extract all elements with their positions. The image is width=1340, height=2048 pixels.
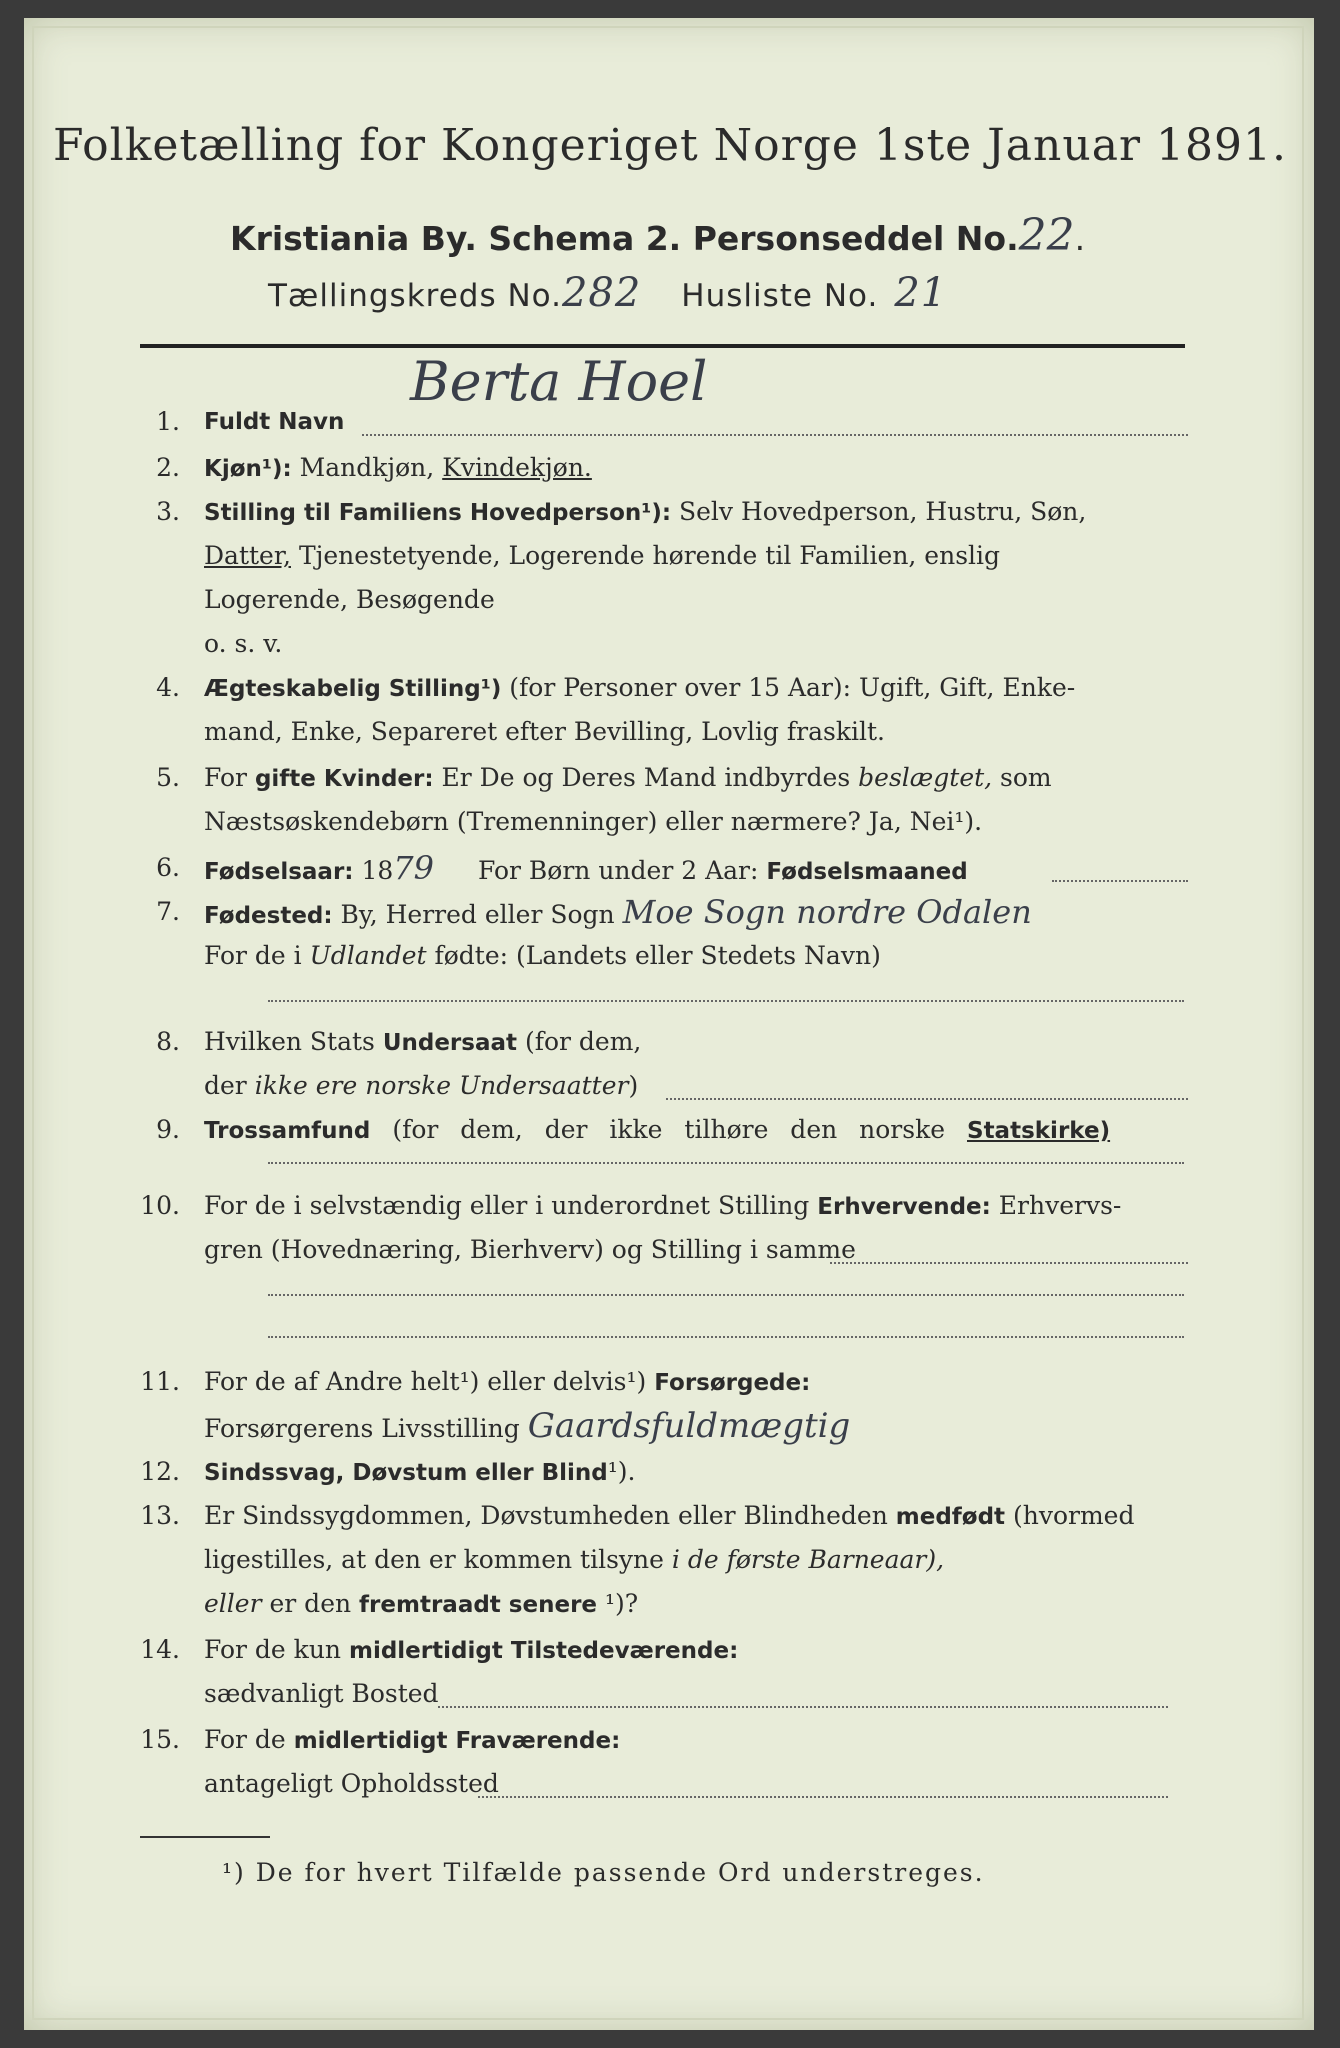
item-number: 6. (156, 853, 180, 882)
item-label: Undersaat (382, 1030, 517, 1056)
item-label: medfødt (895, 1504, 1006, 1530)
husliste-label: Husliste No. (681, 278, 879, 314)
item-number: 13. (140, 1501, 180, 1530)
form-subtitle: Kristiania By. Schema 2. Personseddel No.22. (230, 210, 1086, 261)
item-number: 3. (156, 497, 180, 526)
selected-option: Statskirke) (967, 1118, 1111, 1144)
item-label: Stilling til Familiens Hovedperson¹): (204, 500, 672, 526)
item-number: 5. (156, 763, 180, 792)
item-number: 8. (156, 1027, 180, 1056)
item-number: 7. (156, 897, 180, 926)
footnote-rule (140, 1836, 270, 1838)
item-label: midlertidigt Fraværende: (293, 1728, 621, 1754)
district-prefix: Tællingskreds No. (268, 278, 562, 314)
item-label: Ægteskabelig Stilling¹) (204, 676, 502, 702)
item-number: 1. (156, 407, 180, 436)
item-label: Fødselsaar: (204, 859, 354, 885)
item-label: gifte Kvinder: (254, 766, 434, 792)
supporter-occupation-value: Gaardsfuldmægtig (527, 1406, 851, 1446)
fill-line (362, 434, 1188, 436)
subtitle-prefix: Kristiania By. Schema 2. Personseddel No. (230, 219, 1019, 258)
selected-option: Datter, (204, 541, 291, 570)
item-label: Fødested: (204, 903, 333, 929)
birthplace-value: Moe Sogn nordre Odalen (622, 893, 1032, 931)
item-number: 14. (140, 1635, 180, 1664)
item-label: Fuldt Navn (204, 409, 345, 435)
item-number: 10. (140, 1191, 180, 1220)
item-label: midlertidigt Tilstedeværende: (348, 1638, 739, 1664)
item-number: 2. (156, 453, 180, 482)
footnote: ¹) De for hvert Tilfælde passende Ord understreges. (222, 1858, 985, 1887)
personseddel-number: 22 (1018, 210, 1075, 261)
selected-option: Kvindekjøn. (442, 453, 592, 482)
header-rule (140, 344, 1185, 348)
form-district-line (268, 270, 947, 316)
item-label: Forsørgede: (654, 1370, 811, 1396)
item-number: 15. (140, 1725, 180, 1754)
item-number: 4. (156, 673, 180, 702)
item-number: 12. (140, 1457, 180, 1486)
full-name-value: Berta Hoel (410, 350, 708, 413)
birth-year-value: 79 (393, 849, 434, 887)
item-label: Erhvervende: (817, 1194, 991, 1220)
form-title: Folketælling for Kongeriget Norge 1ste Januar 1891. (53, 120, 1287, 171)
item-label: Sindssvag, Døvstum eller Blind (204, 1460, 608, 1486)
item-label: Trossamfund (204, 1118, 371, 1144)
taellingskreds-number: 282 (561, 270, 642, 316)
item-number: 11. (140, 1367, 180, 1396)
item-number: 9. (156, 1115, 180, 1144)
husliste-number: 21 (894, 270, 948, 316)
item-text: Kjøn¹): Mandkjøn, Kvindekjøn. (204, 453, 592, 482)
